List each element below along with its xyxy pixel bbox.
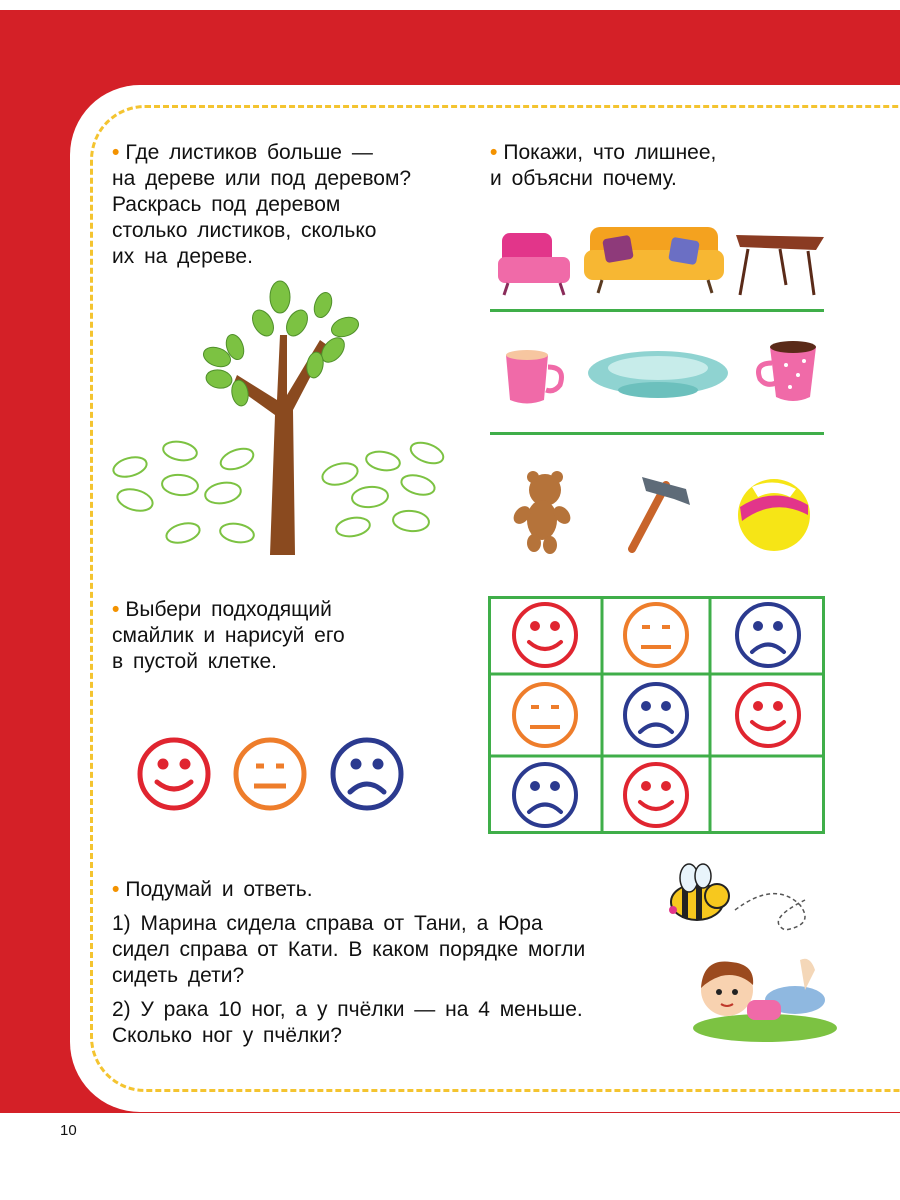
bee-girl-illustration (655, 860, 840, 1055)
tree-illustration (105, 275, 450, 560)
happy-smiley-icon (140, 740, 208, 808)
odd-one-out-pictures (490, 215, 830, 560)
bullet-icon: • (112, 878, 120, 901)
table-icon (736, 235, 824, 295)
bullet-icon: • (112, 141, 120, 164)
cup-icon (506, 350, 562, 404)
task-heading: Подумай и ответь. (125, 878, 313, 901)
armchair-icon (498, 233, 570, 295)
task-odd-one-text: • Покажи, что лишнее, и объясни почему. (490, 141, 717, 190)
teddy-bear-icon (510, 471, 574, 554)
empty-cell[interactable] (738, 765, 798, 825)
sad-smiley-icon (333, 740, 401, 808)
neutral-smiley-icon (236, 740, 304, 808)
task-smiley-text: • Выбери подходящий смайлик и нарисуй его в пустой клетке. (112, 598, 345, 673)
ball-icon (738, 479, 810, 551)
smiley-grid (488, 596, 825, 834)
flight-path (735, 894, 805, 930)
girl-icon (693, 959, 837, 1042)
row-divider (490, 432, 824, 435)
teacup-icon (759, 341, 817, 401)
smiley-options (130, 730, 420, 820)
sofa-icon (584, 227, 724, 293)
bullet-icon: • (490, 141, 498, 164)
hammer-icon (632, 477, 690, 549)
bullet-icon: • (112, 598, 120, 621)
row-divider (490, 309, 824, 312)
task-think-text: • Подумай и ответь. 1) Марина сидела справа от Тани, а Юра сидел справа от Кати. В каком порядке могли сидеть дети? 2) У рака 10 ног, а у пчёлки — на 4 меньше. Сколько ног у пчёлки? (112, 878, 586, 1047)
plate-icon (588, 351, 728, 398)
page-number: 10 (60, 1122, 77, 1139)
task-leaves-text: • Где листиков больше — на дереве или под деревом? Раскрась под деревом столько листиков, сколько их на дереве. (112, 141, 412, 268)
bee-icon (669, 864, 729, 920)
